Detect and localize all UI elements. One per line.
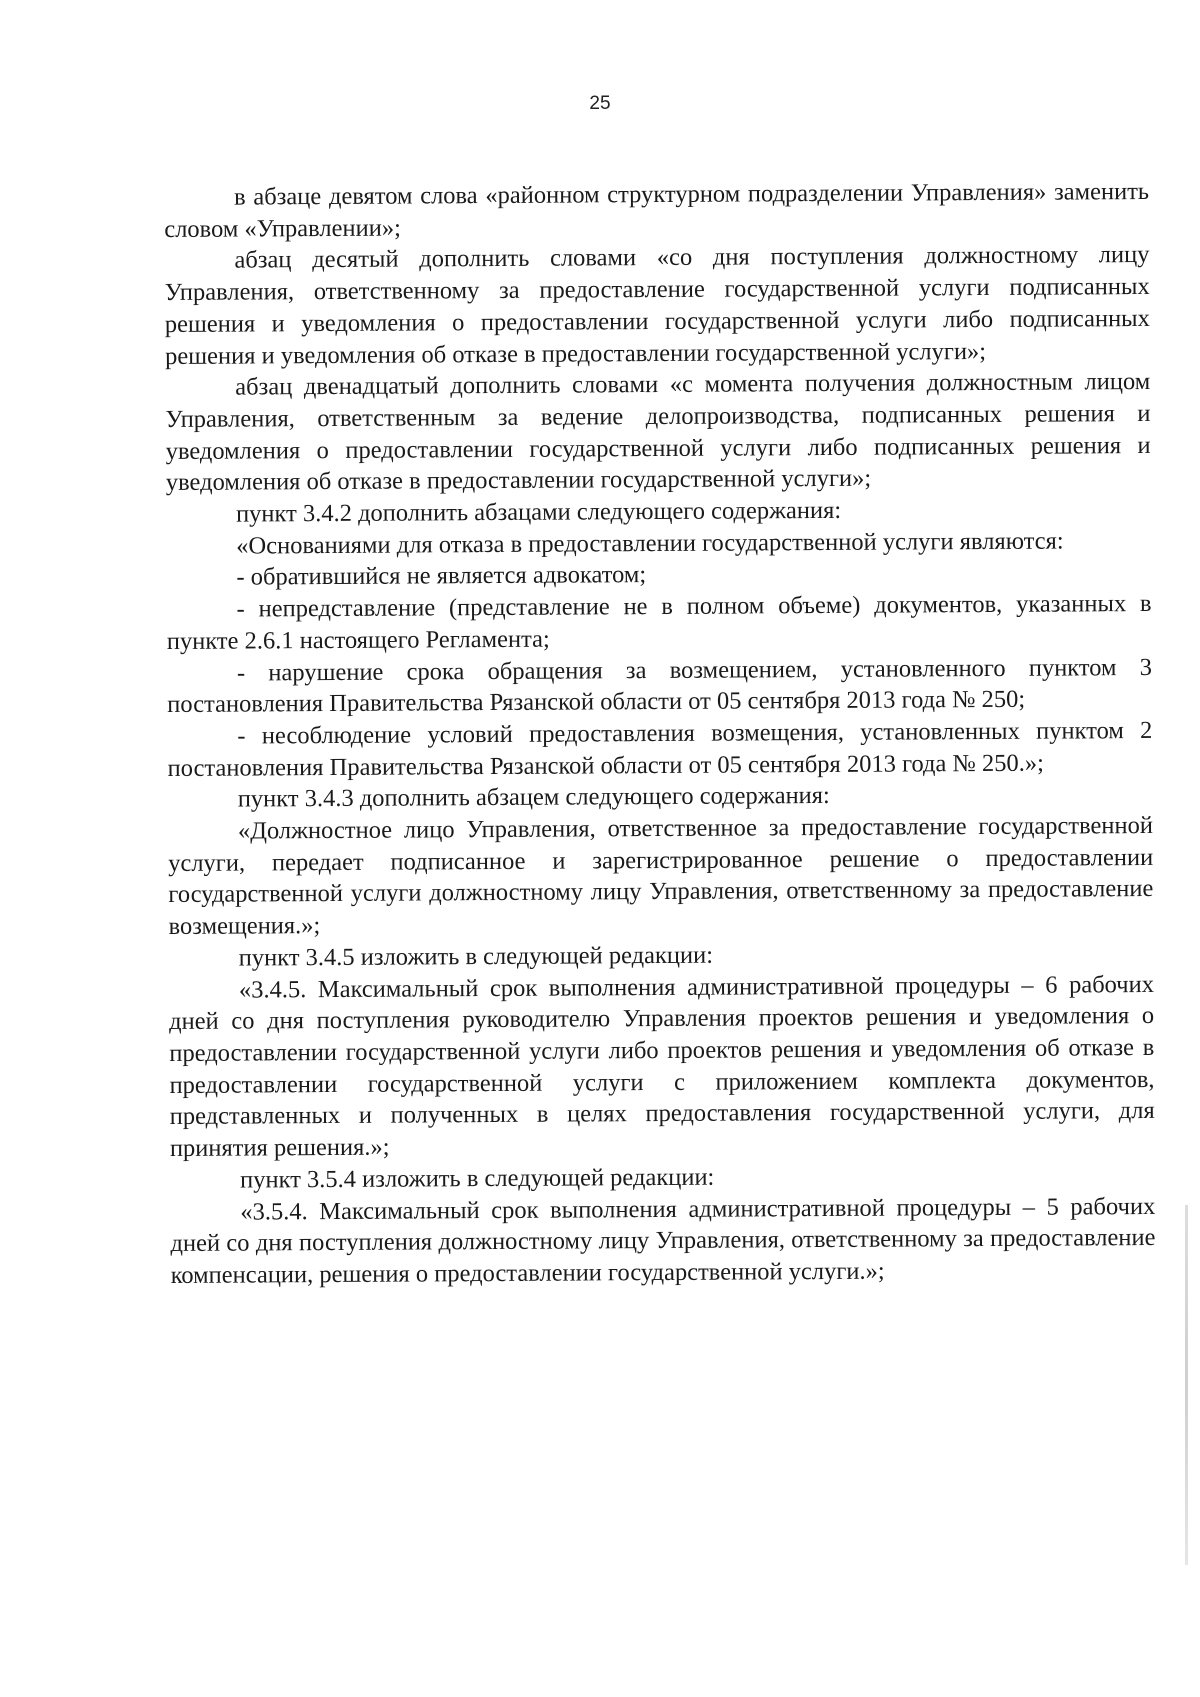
paragraph-6: - обратившийся не является адвокатом; [236,561,647,592]
paragraph-9: - несоблюдение условий предоставления возмещения, установленных пунктом 2 постановления Правительства Рязанской области от 05 сентября 2013 года № 250.»; [167,716,1153,782]
page-number: 25 [589,93,611,114]
paragraph-1: в абзаце девятом слова «районном структурном подразделении Управления» заменить словом «Управлении»; [164,177,1150,243]
paragraph-5: «Основаниями для отказа в предоставлении государственной услуги являются: [236,527,1064,560]
paragraph-11: «Должностное лицо Управления, ответственное за предоставление государственной услуги, передает подписанное и зарегистрированное решение о предоставлении государственной услуги должностному лицу Управления, ответственному за предоставление возмещения.»; [168,812,1154,941]
paragraph-12: пункт 3.4.5 изложить в следующей редакции: [238,941,714,972]
paragraph-14: пункт 3.5.4 изложить в следующей редакции: [240,1163,715,1194]
paragraph-8: - нарушение срока обращения за возмещением, установленного пунктом 3 постановления Правительства Рязанской области от 05 сентября 2013 года № 250; [167,653,1153,719]
paragraph-4: пункт 3.4.2 дополнить абзацами следующего содержания: [235,496,842,528]
document-body [164,176,1156,1292]
scan-edge-mark [1185,1205,1188,1565]
paragraph-15: «3.5.4. Максимальный срок выполнения административной процедуры – 5 рабочих дней со дня поступления должностному лицу Управления, ответственному за предоставление компенсации, решения о предоставлении государственной услуги.»; [170,1192,1156,1289]
paragraph-10: пункт 3.4.3 дополнить абзацем следующего содержания: [237,782,830,813]
paragraph-7: - непредставление (представление не в полном объеме) документов, указанных в пункте 2.6.1 настоящего Регламента; [166,590,1152,655]
paragraph-3: абзац двенадцатый дополнить словами «с момента получения должностным лицом Управления, ответственным за ведение делопроизводства, подписанных решения и уведомления о предоставлении государственной услуги либо подписанных решения и уведомления об отказе в предоставлении государственной услуги»; [165,368,1151,497]
paragraph-13: «3.4.5. Максимальный срок выполнения административной процедуры – 6 рабочих дней со дня поступления руководителю Управления проектов решения и уведомления о предоставлении государственной услуги либо проектов решения и уведомления об отказе в предоставлении государственной услуги с приложением комплекта документов, представленных и полученных в целях предоставления государственной услуги, для принятия решения.»; [169,970,1155,1163]
paragraph-2: абзац десятый дополнить словами «со дня поступления должностному лицу Управления, ответственному за предоставление государственной услуги подписанных решения и уведомления о предоставлении государственной услуги либо подписанных решения и уведомления об отказе в предоставлении государственной услуги»; [164,241,1150,370]
